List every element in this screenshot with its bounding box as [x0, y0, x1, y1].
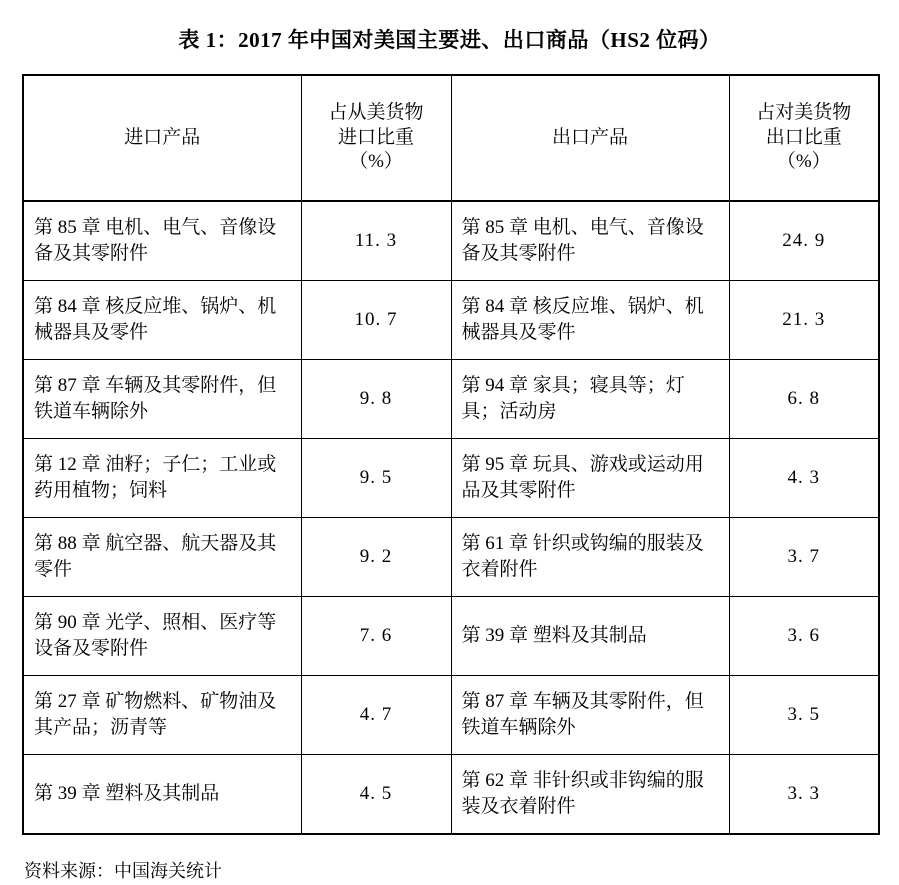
table-row: [23, 755, 879, 835]
table-row: [23, 439, 879, 518]
cell-import-product: 第 27 章 矿物燃料、矿物油及其产品；沥青等: [23, 676, 301, 755]
cell-import-product: 第 84 章 核反应堆、锅炉、机械器具及零件: [23, 281, 301, 360]
export-share-line1: 占对美货物: [756, 101, 852, 123]
cell-import-product: 第 12 章 油籽；子仁；工业或药用植物；饲料: [23, 439, 301, 518]
cell-export-share: 21. 3: [729, 281, 879, 360]
table-row: [23, 597, 879, 676]
column-header-import-product: 进口产品: [23, 75, 301, 201]
cell-export-share: 3. 3: [729, 755, 879, 835]
cell-import-product: 第 90 章 光学、照相、医疗等设备及零附件: [23, 597, 301, 676]
cell-export-share: 4. 3: [729, 439, 879, 518]
export-share-line2: 出口比重: [765, 126, 842, 148]
cell-import-product: 第 39 章 塑料及其制品: [23, 755, 301, 835]
table-row: [23, 518, 879, 597]
import-export-table: [22, 74, 880, 835]
column-header-import-share: [301, 75, 451, 201]
cell-export-share: 6. 8: [729, 360, 879, 439]
import-share-line2: 进口比重: [337, 126, 414, 148]
cell-import-share: 7. 6: [301, 597, 451, 676]
cell-import-share: 9. 8: [301, 360, 451, 439]
cell-export-product: 第 94 章 家具；寝具等；灯具；活动房: [451, 360, 729, 439]
table-container: [22, 74, 877, 835]
cell-export-product: 第 95 章 玩具、游戏或运动用品及其零附件: [451, 439, 729, 518]
table-source-note: 资料来源：中国海关统计: [24, 861, 222, 881]
cell-export-share: 3. 6: [729, 597, 879, 676]
column-header-export-share: [729, 75, 879, 201]
cell-import-product: 第 87 章 车辆及其零附件，但铁道车辆除外: [23, 360, 301, 439]
column-header-export-product: 出口产品: [451, 75, 729, 201]
cell-import-share: 4. 5: [301, 755, 451, 835]
table-row: [23, 201, 879, 281]
import-share-line1: 占从美货物: [328, 101, 424, 123]
cell-import-share: 11. 3: [301, 201, 451, 281]
table-header: [23, 75, 879, 201]
table-body: [23, 201, 879, 834]
cell-import-share: 10. 7: [301, 281, 451, 360]
cell-import-product: 第 85 章 电机、电气、音像设备及其零附件: [23, 201, 301, 281]
cell-export-product: 第 84 章 核反应堆、锅炉、机械器具及零件: [451, 281, 729, 360]
export-share-unit: （%）: [776, 151, 831, 173]
cell-export-product: 第 85 章 电机、电气、音像设备及其零附件: [451, 201, 729, 281]
cell-import-share: 9. 2: [301, 518, 451, 597]
cell-export-product: 第 61 章 针织或钩编的服装及衣着附件: [451, 518, 729, 597]
cell-import-share: 4. 7: [301, 676, 451, 755]
table-header-row: [23, 75, 879, 201]
table-row: [23, 281, 879, 360]
cell-export-share: 24. 9: [729, 201, 879, 281]
import-share-unit: （%）: [349, 151, 403, 173]
cell-import-product: 第 88 章 航空器、航天器及其零件: [23, 518, 301, 597]
cell-export-product: 第 39 章 塑料及其制品: [451, 597, 729, 676]
cell-import-share: 9. 5: [301, 439, 451, 518]
table-title: 表 1：2017 年中国对美国主要进、出口商品（HS2 位码）: [178, 28, 721, 52]
cell-export-share: 3. 5: [729, 676, 879, 755]
table-row: [23, 360, 879, 439]
cell-export-product: 第 87 章 车辆及其零附件，但铁道车辆除外: [451, 676, 729, 755]
cell-export-product: 第 62 章 非针织或非钩编的服装及衣着附件: [451, 755, 729, 835]
table-row: [23, 676, 879, 755]
cell-export-share: 3. 7: [729, 518, 879, 597]
